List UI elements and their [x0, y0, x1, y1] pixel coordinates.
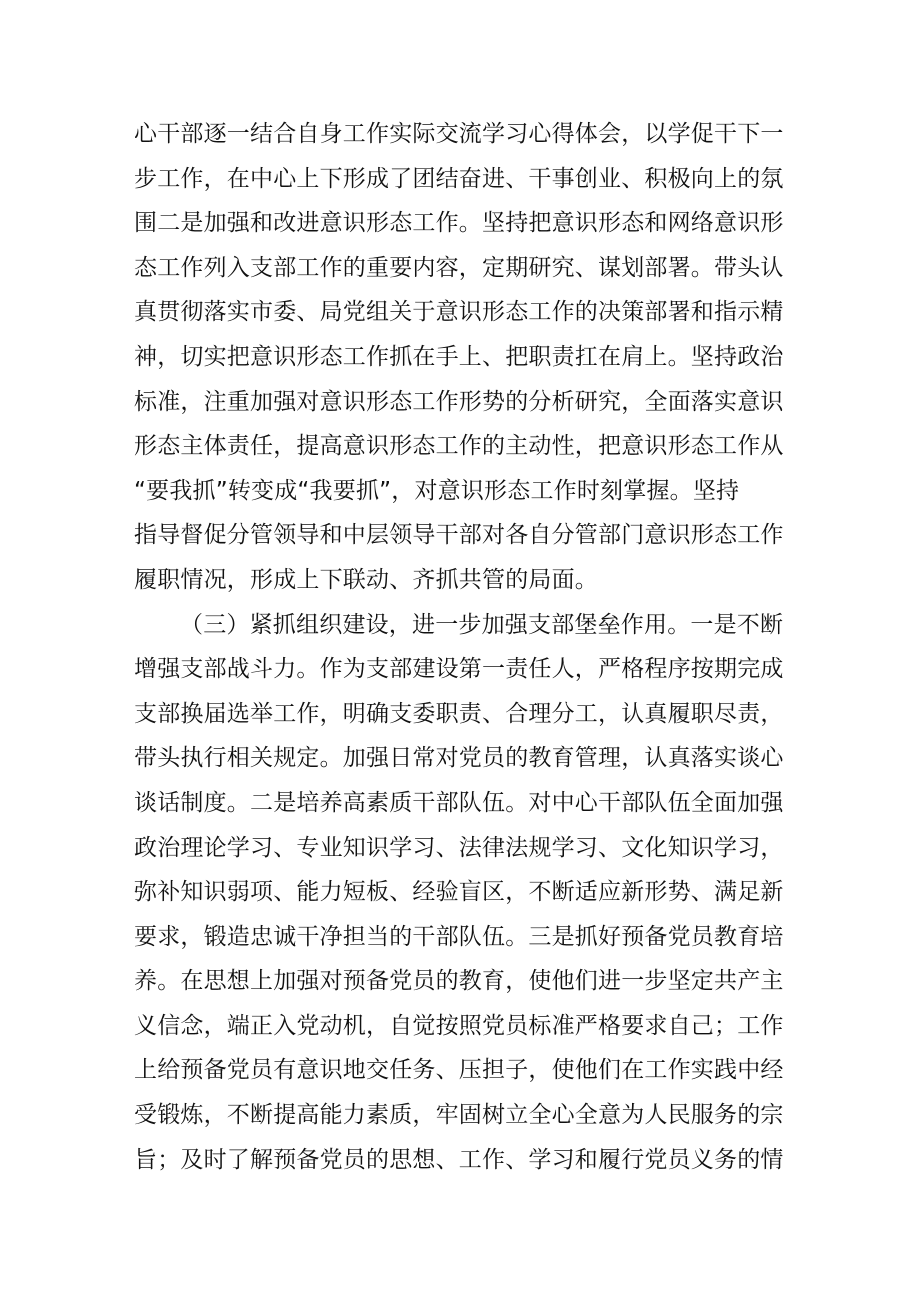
text-line: 神，切实把意识形态工作抓在手上、把职责扛在肩上。坚持政治 [134, 343, 784, 370]
text-line: 养。在思想上加强对预备党员的教育，使他们进一步坚定共产主 [134, 968, 784, 995]
text-line: 谈话制度。二是培养高素质干部队伍。对中心干部队伍全面加强 [134, 789, 784, 816]
text-line: 带头执行相关规定。加强日常对党员的教育管理，认真落实谈心 [134, 745, 784, 772]
text-line: 支部换届选举工作，明确支委职责、合理分工，认真履职尽责， [134, 700, 784, 727]
section-heading-line: （三）紧抓组织建设，进一步加强支部堡垒作用。一是不断 [180, 611, 784, 638]
text-line: 指导督促分管领导和中层领导干部对各自分管部门意识形态工作 [134, 522, 784, 549]
text-line: 真贯彻落实市委、局党组关于意识形态工作的决策部署和指示精 [134, 299, 784, 326]
text-line: 围二是加强和改进意识形态工作。坚持把意识形态和网络意识形 [134, 210, 784, 237]
text-line: 增强支部战斗力。作为支部建设第一责任人，严格程序按期完成 [134, 656, 784, 683]
text-line: 要求，锻造忠诚干净担当的干部队伍。三是抓好预备党员教育培 [134, 923, 784, 950]
text-line: 旨；及时了解预备党员的思想、工作、学习和履行党员义务的情 [134, 1146, 784, 1173]
text-line: 态工作列入支部工作的重要内容，定期研究、谋划部署。带头认 [134, 254, 784, 281]
text-line: 上给预备党员有意识地交任务、压担子，使他们在工作实践中经 [134, 1057, 784, 1084]
text-line: 标准，注重加强对意识形态工作形势的分析研究，全面落实意识 [134, 388, 784, 415]
text-line: 义信念，端正入党动机，自觉按照党员标准严格要求自己；工作 [134, 1012, 784, 1039]
text-line: 心干部逐一结合自身工作实际交流学习心得体会，以学促干下一 [134, 121, 784, 147]
body-text [134, 112, 794, 1182]
text-line: 受锻炼，不断提高能力素质，牢固树立全心全意为人民服务的宗 [134, 1102, 784, 1129]
text-line: “要我抓”转变成“我要抓”，对意识形态工作时刻掌握。坚持 [134, 477, 740, 504]
text-line: 履职情况，形成上下联动、齐抓共管的局面。 [134, 566, 598, 593]
text-line: 政治理论学习、专业知识学习、法律法规学习、文化知识学习， [134, 834, 784, 861]
text-line: 步工作，在中心上下形成了团结奋进、干事创业、积极向上的氛 [134, 165, 784, 192]
text-line: 弥补知识弱项、能力短板、经验盲区，不断适应新形势、满足新 [134, 879, 784, 906]
text-line: 形态主体责任，提高意识形态工作的主动性，把意识形态工作从 [134, 433, 784, 460]
